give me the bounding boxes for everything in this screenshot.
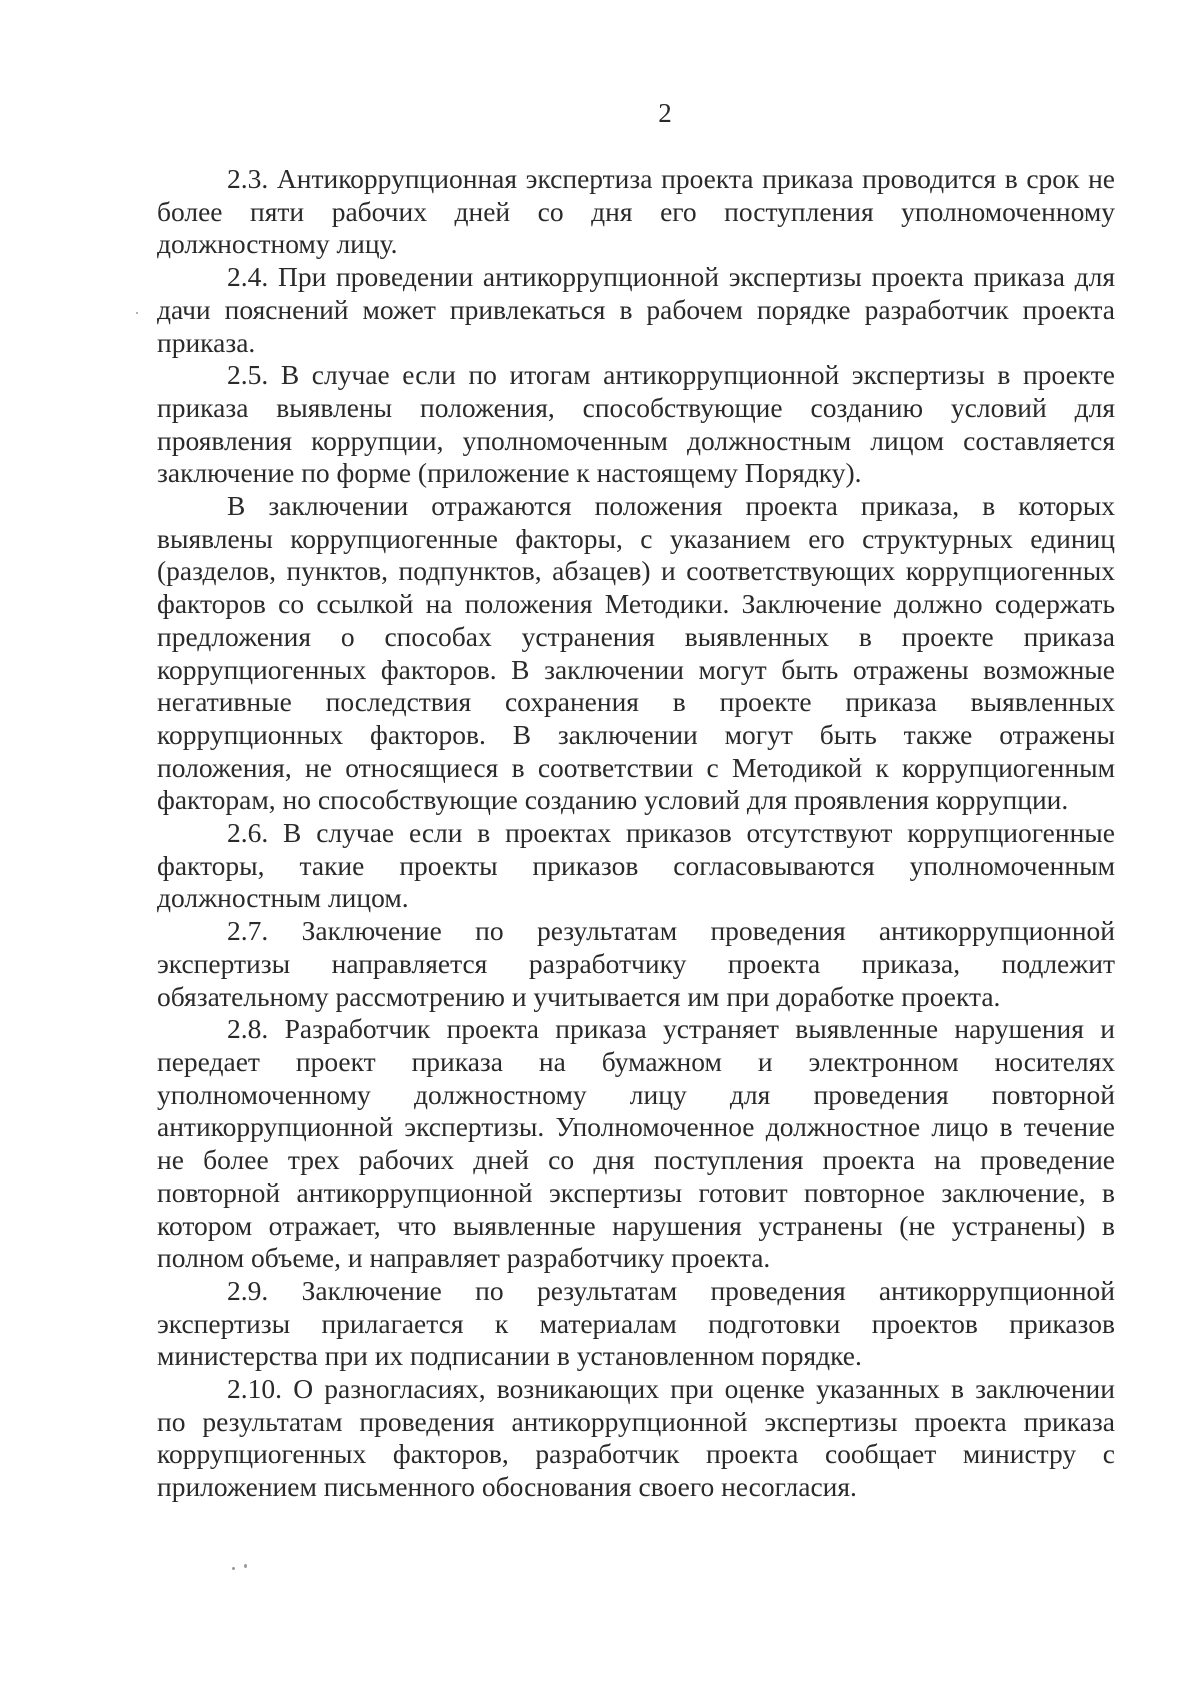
paragraph-2-8: 2.8. Разработчик проекта приказа устраняет выявленные нарушения и передает проект приказа на бумажном и электронном носителях уполномоченному должностному лицу для проведения повторной антикоррупционной экспертизы. Уполномоченное должностное лицо в течение не более трех рабочих дней со дня поступления проекта на проведение повторной антикоррупционной экспертизы готовит повторное заключение, в котором отражает, что выявленные нарушения устранены (не устранены) в полном объеме, и направляет разработчику проекта. — [157, 1013, 1115, 1274]
paragraph-2-7: 2.7. Заключение по результатам проведения антикоррупционной экспертизы направляется разработчику проекта приказа, подлежит обязательному рассмотрению и учитывается им при доработке проекта. — [157, 915, 1115, 1012]
paragraph-2-3: 2.3. Антикоррупционная экспертиза проекта приказа проводится в срок не более пяти рабочих дней со дня его поступления уполномоченному должностному лицу. — [157, 163, 1115, 260]
paragraph-2-9: 2.9. Заключение по результатам проведения антикоррупционной экспертизы прилагается к материалам подготовки проектов приказов министерства при их подписании в установленном порядке. — [157, 1274, 1115, 1372]
document-body — [157, 163, 1115, 1504]
paragraph-2-5: 2.5. В случае если по итогам антикоррупционной экспертизы в проекте приказа выявлены положения, способствующие созданию условий для проявления коррупции, уполномоченным должностным лицом составляется заключение по форме (приложение к настоящему Порядку). — [157, 359, 1115, 489]
scan-speck — [232, 1567, 235, 1570]
paragraph-conclusion-content: В заключении отражаются положения проекта приказа, в которых выявлены коррупциогенные факторы, с указанием его структурных единиц (разделов, пунктов, подпунктов, абзацев) и соответствующих коррупциогенных факторов со ссылкой на положения Методики. Заключение должно содержать предложения о способах устранения выявленных в проекте приказа коррупциогенных факторов. В заключении могут быть отражены возможные негативные последствия сохранения в проекте приказа выявленных коррупционных факторов. В заключении могут быть также отражены положения, не относящиеся в соответствии с Методикой к коррупциогенным факторам, но способствующие созданию условий для проявления коррупции. — [157, 490, 1115, 816]
paragraph-2-6: 2.6. В случае если в проектах приказов отсутствуют коррупциогенные факторы, такие проекты приказов согласовываются уполномоченным должностным лицом. — [157, 817, 1115, 914]
scan-speck — [244, 1564, 247, 1568]
paragraph-2-4: 2.4. При проведении антикоррупционной экспертизы проекта приказа для дачи пояснений может привлекаться в рабочем порядке разработчик проекта приказа. — [157, 261, 1115, 358]
paragraph-2-10: 2.10. О разногласиях, возникающих при оценке указанных в заключении по результатам проведения антикоррупционной экспертизы проекта приказа коррупциогенных факторов, разработчик проекта сообщает министру с приложением письменного обоснования своего несогласия. — [157, 1373, 1115, 1503]
page-number: 2 — [658, 98, 672, 128]
scan-speck — [136, 312, 138, 314]
